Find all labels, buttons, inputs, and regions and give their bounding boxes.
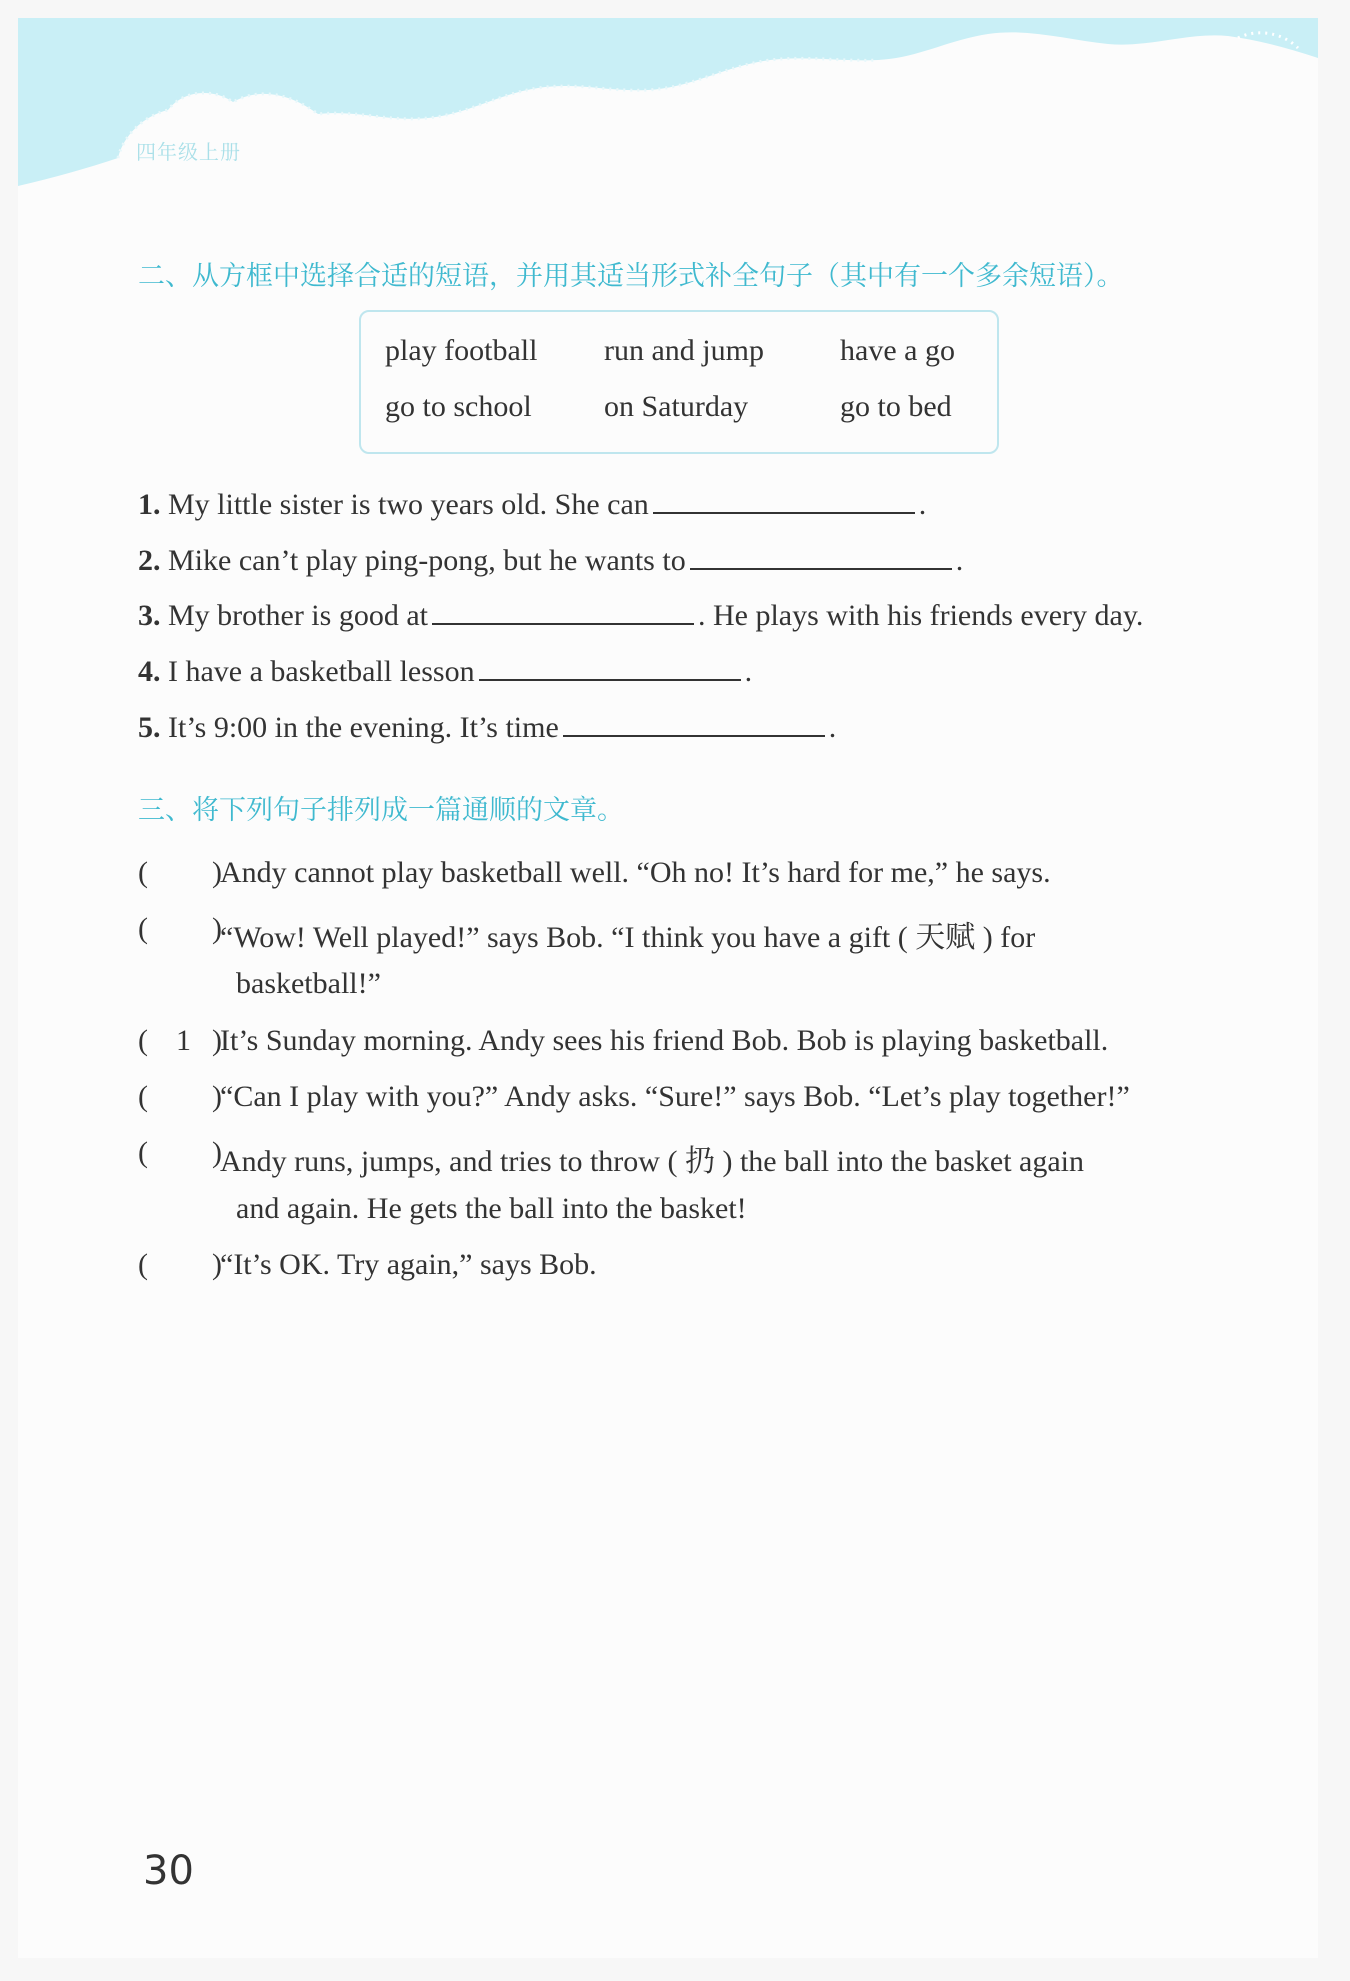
answer-blank[interactable] bbox=[653, 488, 915, 514]
question-text: It’s 9:00 in the evening. It’s time bbox=[168, 711, 559, 744]
answer-blank[interactable] bbox=[479, 655, 741, 681]
section-2-title: 二、从方框中选择合适的短语，并用其适当形式补全句子（其中有一个多余短语）。 bbox=[138, 261, 1124, 292]
page-number: 30 bbox=[143, 1848, 194, 1894]
phrase-item: on Saturday bbox=[604, 390, 749, 423]
grade-label: 四年级上册 bbox=[136, 140, 241, 164]
sentence-line: “Wow! Well played!” says Bob. “I think you have a gift ( 天赋 ) for bbox=[220, 921, 1036, 954]
order-paren-close: ) bbox=[212, 1024, 222, 1057]
order-paren-open: ( bbox=[138, 856, 148, 889]
question-text-end: . bbox=[955, 544, 964, 577]
order-answer[interactable]: 1 bbox=[176, 1024, 191, 1057]
phrase-item: have a go bbox=[840, 334, 955, 367]
order-paren-close: ) bbox=[212, 856, 222, 889]
question-number: 2. bbox=[138, 544, 161, 577]
answer-blank[interactable] bbox=[432, 599, 694, 625]
question-number: 3. bbox=[138, 599, 161, 632]
question-number: 5. bbox=[138, 711, 161, 744]
question-text: I have a basketball lesson bbox=[168, 655, 475, 688]
question-text: Mike can’t play ping-pong, but he wants to bbox=[168, 544, 686, 577]
phrase-item: play football bbox=[385, 334, 538, 367]
section-3-title: 三、将下列句子排列成一篇通顺的文章。 bbox=[138, 795, 624, 826]
phrase-box bbox=[359, 310, 999, 454]
question-text-end: . bbox=[828, 711, 837, 744]
sentence-line: Andy runs, jumps, and tries to throw ( 扔 ) the ball into the basket again bbox=[220, 1145, 1085, 1178]
cloud-header-decoration bbox=[18, 18, 1318, 193]
order-paren-open: ( bbox=[138, 1024, 148, 1057]
sentence-line: “It’s OK. Try again,” says Bob. bbox=[220, 1248, 597, 1281]
phrase-item: go to school bbox=[385, 390, 532, 423]
order-paren-open: ( bbox=[138, 1080, 148, 1113]
order-paren-open: ( bbox=[138, 1136, 148, 1169]
order-paren-open: ( bbox=[138, 912, 148, 945]
question-text: My little sister is two years old. She can bbox=[168, 488, 649, 521]
question-number: 4. bbox=[138, 655, 161, 688]
order-paren-close: ) bbox=[212, 1136, 222, 1169]
question-number: 1. bbox=[138, 488, 161, 521]
question-text: My brother is good at bbox=[168, 599, 428, 632]
order-paren-open: ( bbox=[138, 1248, 148, 1281]
question-text-end: . He plays with his friends every day. bbox=[697, 599, 1144, 632]
order-paren-close: ) bbox=[212, 912, 222, 945]
answer-blank[interactable] bbox=[563, 711, 825, 737]
worksheet-page bbox=[18, 18, 1318, 1958]
question-text-end: . bbox=[744, 655, 753, 688]
question-2 bbox=[138, 544, 963, 578]
sentence-line: Andy cannot play basketball well. “Oh no! It’s hard for me,” he says. bbox=[220, 856, 1051, 889]
sentence-line-continued: basketball!” bbox=[236, 967, 381, 1000]
question-3 bbox=[138, 599, 1143, 633]
sentence-line: It’s Sunday morning. Andy sees his friend Bob. Bob is playing basketball. bbox=[220, 1024, 1109, 1057]
sentence-line: “Can I play with you?” Andy asks. “Sure!” says Bob. “Let’s play together!” bbox=[220, 1080, 1130, 1113]
question-4 bbox=[138, 655, 752, 689]
question-text-end: . bbox=[918, 488, 927, 521]
phrase-item: run and jump bbox=[604, 334, 764, 367]
order-paren-close: ) bbox=[212, 1080, 222, 1113]
answer-blank[interactable] bbox=[690, 544, 952, 570]
phrase-item: go to bed bbox=[840, 390, 952, 423]
question-1 bbox=[138, 488, 926, 522]
sentence-line-continued: and again. He gets the ball into the basket! bbox=[236, 1192, 747, 1225]
question-5 bbox=[138, 711, 836, 745]
order-paren-close: ) bbox=[212, 1248, 222, 1281]
